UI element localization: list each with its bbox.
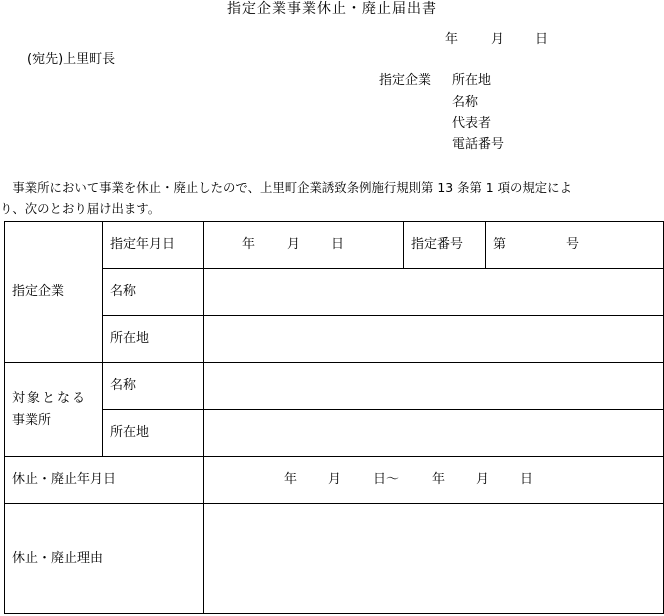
office-location-label: 所在地 — [103, 410, 204, 457]
designated-date-label: 指定年月日 — [103, 222, 204, 269]
reason-field[interactable] — [204, 504, 664, 614]
designated-date-month: 月 — [287, 237, 301, 252]
body-text-line-2: り、次のとおり届け出ます。 — [0, 201, 161, 216]
office-name-field[interactable] — [204, 363, 664, 410]
company-name-field[interactable] — [204, 269, 664, 316]
company-location-field[interactable] — [204, 316, 664, 363]
designated-date-year: 年 — [242, 237, 256, 252]
designation-number-suffix: 号 — [566, 237, 580, 252]
office-name-label: 名称 — [103, 363, 204, 410]
suspension-to-day: 日 — [520, 472, 534, 487]
date-month-label: 月 — [491, 32, 505, 47]
table-row — [5, 269, 664, 316]
suspension-date-label: 休止・廃止年月日 — [5, 457, 204, 504]
date-year-label: 年 — [445, 32, 459, 47]
suspension-from-year: 年 — [284, 472, 298, 487]
table-row — [5, 222, 664, 269]
suspension-from-month: 月 — [328, 472, 342, 487]
table-row — [5, 316, 664, 363]
form-table — [4, 221, 664, 614]
applicant-name-label: 名称 — [452, 95, 479, 110]
designation-number-field[interactable] — [486, 222, 664, 269]
designated-date-day: 日 — [331, 237, 345, 252]
addressee: (宛先)上里町長 — [27, 52, 116, 67]
office-location-field[interactable] — [204, 410, 664, 457]
table-row — [5, 410, 664, 457]
suspension-from-day: 日～ — [373, 472, 400, 487]
applicant-phone-label: 電話番号 — [452, 137, 505, 152]
designation-number-prefix: 第 — [493, 237, 507, 252]
table-row — [5, 363, 664, 410]
designated-date-field[interactable] — [204, 222, 404, 269]
date-day-label: 日 — [535, 32, 549, 47]
suspension-to-year: 年 — [432, 472, 446, 487]
suspension-to-month: 月 — [476, 472, 490, 487]
reason-label: 休止・廃止理由 — [5, 504, 204, 614]
designation-number-label: 指定番号 — [404, 222, 486, 269]
applicant-location-label: 所在地 — [452, 73, 492, 88]
company-group-label: 指定企業 — [5, 222, 103, 363]
company-name-label: 名称 — [103, 269, 204, 316]
table-row — [5, 504, 664, 614]
table-row — [5, 457, 664, 504]
target-office-label-line-2: 事業所 — [12, 412, 52, 428]
company-location-label: 所在地 — [103, 316, 204, 363]
document-title: 指定企業事業休止・廃止届出書 — [227, 1, 437, 17]
body-text-line-1: 事業所において事業を休止・廃止したので、上里町企業誘致条例施行規則第 13 条第 1 項の規定によ — [0, 180, 572, 195]
target-office-label — [5, 363, 103, 457]
applicant-representative-label: 代表者 — [452, 116, 492, 131]
suspension-period-field[interactable] — [204, 457, 664, 504]
target-office-label-line-1: 対象となる — [12, 390, 88, 406]
applicant-label: 指定企業 — [379, 73, 432, 88]
